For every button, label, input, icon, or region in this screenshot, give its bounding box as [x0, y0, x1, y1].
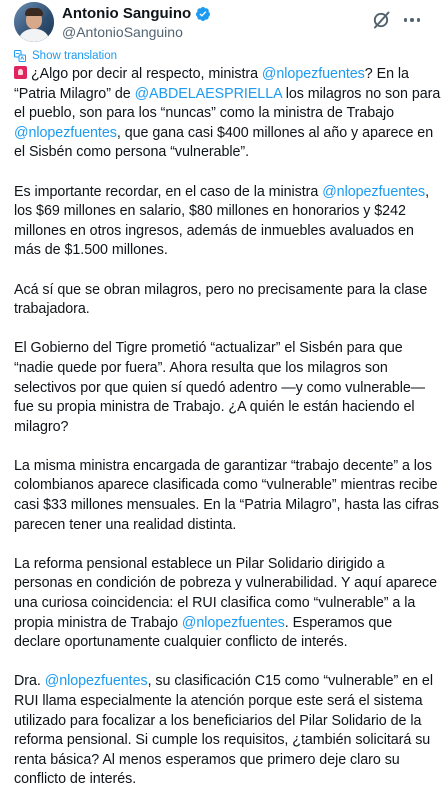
post-text: . Esperamos que declare oportunamente cualquier conflicto de interés. [14, 614, 393, 651]
post-body [14, 65, 442, 810]
author-handle[interactable]: @AntonioSanguino [62, 24, 183, 40]
mention-link[interactable]: @nlopezfuentes [322, 183, 426, 200]
post-paragraph [14, 672, 442, 790]
mention-link[interactable]: @nlopezfuentes [181, 614, 285, 631]
post-paragraph [14, 339, 442, 437]
post-paragraph [14, 183, 442, 261]
post-text: ? En la “Patria Milagro” de [14, 66, 409, 102]
mention-link[interactable]: @nlopezfuentes [261, 66, 365, 82]
author-name-row [62, 5, 211, 23]
verified-badge-icon [195, 6, 211, 22]
post-text: La reforma pensional establece un Pilar Solidario dirigido a personas en condición de pobreza y vulnerabilidad. Y aquí aparece una curiosa coincidencia: el RUI clasifica como “vulnerable” a la propia ministra de Trabajo [14, 555, 438, 631]
author-display-name[interactable]: Antonio Sanguino [62, 5, 192, 22]
post-text: , su clasificación C15 como “vulnerable” en el RUI llama especialmente la atención porque este será el sistema utilizado para focalizar a los beneficiarios del Pilar Solidario de la reforma pensional. Si cumple los requisitos, ¿también solicitará su renta básica? Al menos esperamos que primero deje claro su conflicto de interés. [14, 673, 433, 788]
post-header [0, 0, 448, 44]
mention-link[interactable]: @nlopezfuentes [14, 124, 117, 141]
post-text: , que gana casi $400 millones al año y aparece en el Sisbén como persona “vulnerable”. [14, 124, 434, 161]
post-text: los milagros no son para el pueblo, son para los “nuncas” como la ministra de Trabajo [14, 85, 441, 122]
post-text: Es importante recordar, en el caso de la ministra [14, 183, 323, 200]
siren-emoji-icon [14, 66, 27, 79]
mention-link[interactable]: @ABDELAESPRIELLA [134, 85, 282, 102]
post-text: El Gobierno del Tigre prometió “actualizar” el Sisbén para que “nadie quede por fuera”. Ahora resulta que los milagros son selectivos por que quien sí quedó adentro —y como vulnerable— fue su propia ministra de Trabajo. ¿A quién le están haciendo el milagro? [14, 340, 426, 435]
translate-icon [14, 50, 26, 62]
post-paragraph [14, 65, 442, 163]
avatar[interactable] [14, 2, 54, 42]
show-translation-link[interactable] [14, 49, 117, 63]
post-paragraph [14, 281, 442, 320]
mention-link[interactable]: @nlopezfuentes [44, 673, 148, 690]
post-text: Dra. [14, 673, 45, 690]
post-paragraph [14, 457, 442, 535]
more-options-icon[interactable] [400, 9, 424, 31]
post-text: ¿Algo por decir al respecto, ministra [31, 66, 262, 82]
grok-slash-icon[interactable] [371, 9, 393, 31]
post-paragraph [14, 555, 442, 653]
post-text: La misma ministra encargada de garantizar “trabajo decente” a los colombianos aparece clasificada como “vulnerable” mientras recibe casi $33 millones mensuales. En la “Patria Milagro”, hasta las cifras parecen tener una realidad distinta. [14, 457, 439, 533]
post-text: Acá sí que se obran milagros, pero no precisamente para la clase trabajadora. [14, 281, 428, 318]
show-translation-label[interactable]: Show translation [32, 50, 118, 62]
post-text: , los $69 millones en salario, $80 millones en honorarios y $242 millones en otros ingresos, además de inmuebles avaluados en más de $1.500 millones. [14, 183, 429, 259]
